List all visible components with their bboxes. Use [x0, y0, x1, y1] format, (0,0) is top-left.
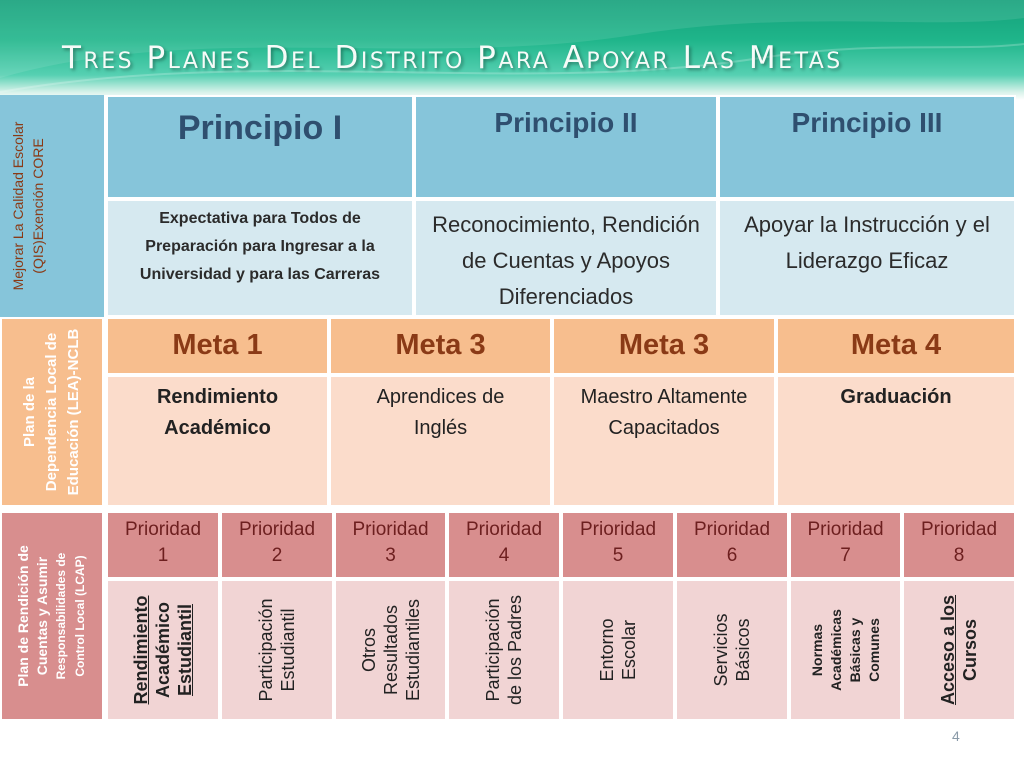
prioridad-6-body [675, 579, 789, 721]
side-label-core-line2: (QIS)Exención CORE [30, 138, 46, 274]
prioridad-2-header [220, 511, 334, 579]
prioridad-4-line1: Participación [483, 598, 503, 702]
prioridad-3-line1: Otros [358, 628, 379, 673]
prioridad-8-body [902, 579, 1016, 721]
side-label-core-line1: Mejorar La Calidad Escolar [10, 121, 26, 291]
principio-1-body: Expectativa para Todos de Preparación para Ingresar a la Universidad y para las Carreras [106, 199, 414, 317]
prioridad-3-number: 3 [385, 545, 396, 566]
side-label-lea [0, 317, 104, 507]
side-label-lea-line1: Plan de la [21, 376, 38, 448]
prioridad-1-body [106, 579, 220, 721]
side-label-lcap-line3: Responsabilidades de [54, 552, 68, 680]
side-label-lcap-line2: Cuentas y Asumir [34, 556, 50, 676]
prioridad-8-line1: Acceso a los [938, 594, 958, 706]
prioridad-3-header [334, 511, 447, 579]
meta-2-body: Aprendices de Inglés [329, 375, 552, 507]
prioridad-1-number: 1 [157, 545, 169, 566]
side-label-core [0, 95, 106, 317]
prioridad-5-line1: Entorno [597, 618, 617, 682]
prioridad-7-line3: Básicas y [846, 617, 863, 683]
prioridad-2-body [220, 579, 334, 721]
prioridad-2-line1: Participación [256, 598, 276, 702]
meta-4-header: Meta 4 [776, 317, 1016, 375]
meta-1-header: Meta 1 [106, 317, 329, 375]
meta-2-header: Meta 3 [329, 317, 552, 375]
prioridad-8-label: Prioridad [920, 519, 998, 540]
prioridad-3-body [334, 579, 447, 721]
prioridad-6-label: Prioridad [693, 519, 771, 540]
prioridad-5-label: Prioridad [579, 519, 657, 540]
side-label-lcap-line4: Control Local (LCAP) [73, 555, 87, 677]
side-label-lea-line3: Educación (LEA)-NCLB [65, 328, 82, 496]
meta-4-body: Graduación [776, 375, 1016, 507]
prioridad-6-line1: Servicios [711, 613, 731, 687]
side-label-lcap [0, 511, 104, 721]
prioridad-8-header [902, 511, 1016, 579]
prioridad-3-line3: Estudiantiles [402, 598, 423, 702]
prioridad-8-line2: Cursos [960, 619, 980, 682]
prioridad-4-header [447, 511, 561, 579]
prioridad-8-number: 8 [953, 545, 965, 566]
prioridad-5-number: 5 [612, 545, 624, 566]
slide-title: Tres Planes Del Distrito Para Apoyar Las Metas [62, 40, 843, 76]
meta-1-body: Rendimiento Académico [106, 375, 329, 507]
prioridad-3-label: Prioridad [352, 519, 429, 540]
prioridad-1-line3: Estudiantil [175, 603, 195, 697]
prioridad-1-line1: Rendimiento [131, 595, 151, 705]
prioridad-4-label: Prioridad [465, 519, 543, 540]
principio-2-header: Principio II [414, 95, 718, 199]
prioridad-3-line2: Resultados [380, 604, 401, 696]
prioridad-7-line1: Normas [808, 623, 825, 677]
prioridad-6-header [675, 511, 789, 579]
meta-3-header: Meta 3 [552, 317, 776, 375]
prioridad-1-label: Prioridad [124, 519, 202, 540]
side-label-lea-line2: Dependencia Local de [43, 332, 60, 492]
prioridad-1-line2: Académico [153, 601, 173, 699]
prioridad-6-number: 6 [726, 545, 738, 566]
prioridad-7-body [789, 579, 902, 721]
principio-1-header: Principio I [106, 95, 414, 199]
prioridad-4-body [447, 579, 561, 721]
side-label-lcap-line1: Plan de Rendición de [15, 545, 31, 687]
prioridad-7-line4: Comunes [865, 618, 882, 682]
prioridad-2-line2: Estudiantil [278, 608, 298, 692]
prioridad-2-label: Prioridad [238, 519, 316, 540]
meta-3-body: Maestro Altamente Capacitados [552, 375, 776, 507]
page-number: 4 [952, 728, 960, 744]
prioridad-7-header [789, 511, 902, 579]
prioridad-5-body [561, 579, 675, 721]
prioridad-6-line2: Básicos [733, 618, 753, 682]
prioridad-4-line2: de los Padres [505, 594, 525, 706]
prioridad-1-header [106, 511, 220, 579]
principio-2-body: Reconocimiento, Rendición de Cuentas y Apoyos Diferenciados [414, 199, 718, 317]
prioridad-7-line2: Académicas [827, 609, 844, 691]
prioridad-5-line2: Escolar [619, 619, 639, 681]
prioridad-7-number: 7 [840, 545, 851, 566]
principio-3-header: Principio III [718, 95, 1016, 199]
principio-3-body: Apoyar la Instrucción y el Liderazgo Eficaz [718, 199, 1016, 317]
prioridad-2-number: 2 [271, 545, 283, 566]
prioridad-7-label: Prioridad [807, 519, 884, 540]
prioridad-4-number: 4 [498, 545, 510, 566]
prioridad-5-header [561, 511, 675, 579]
